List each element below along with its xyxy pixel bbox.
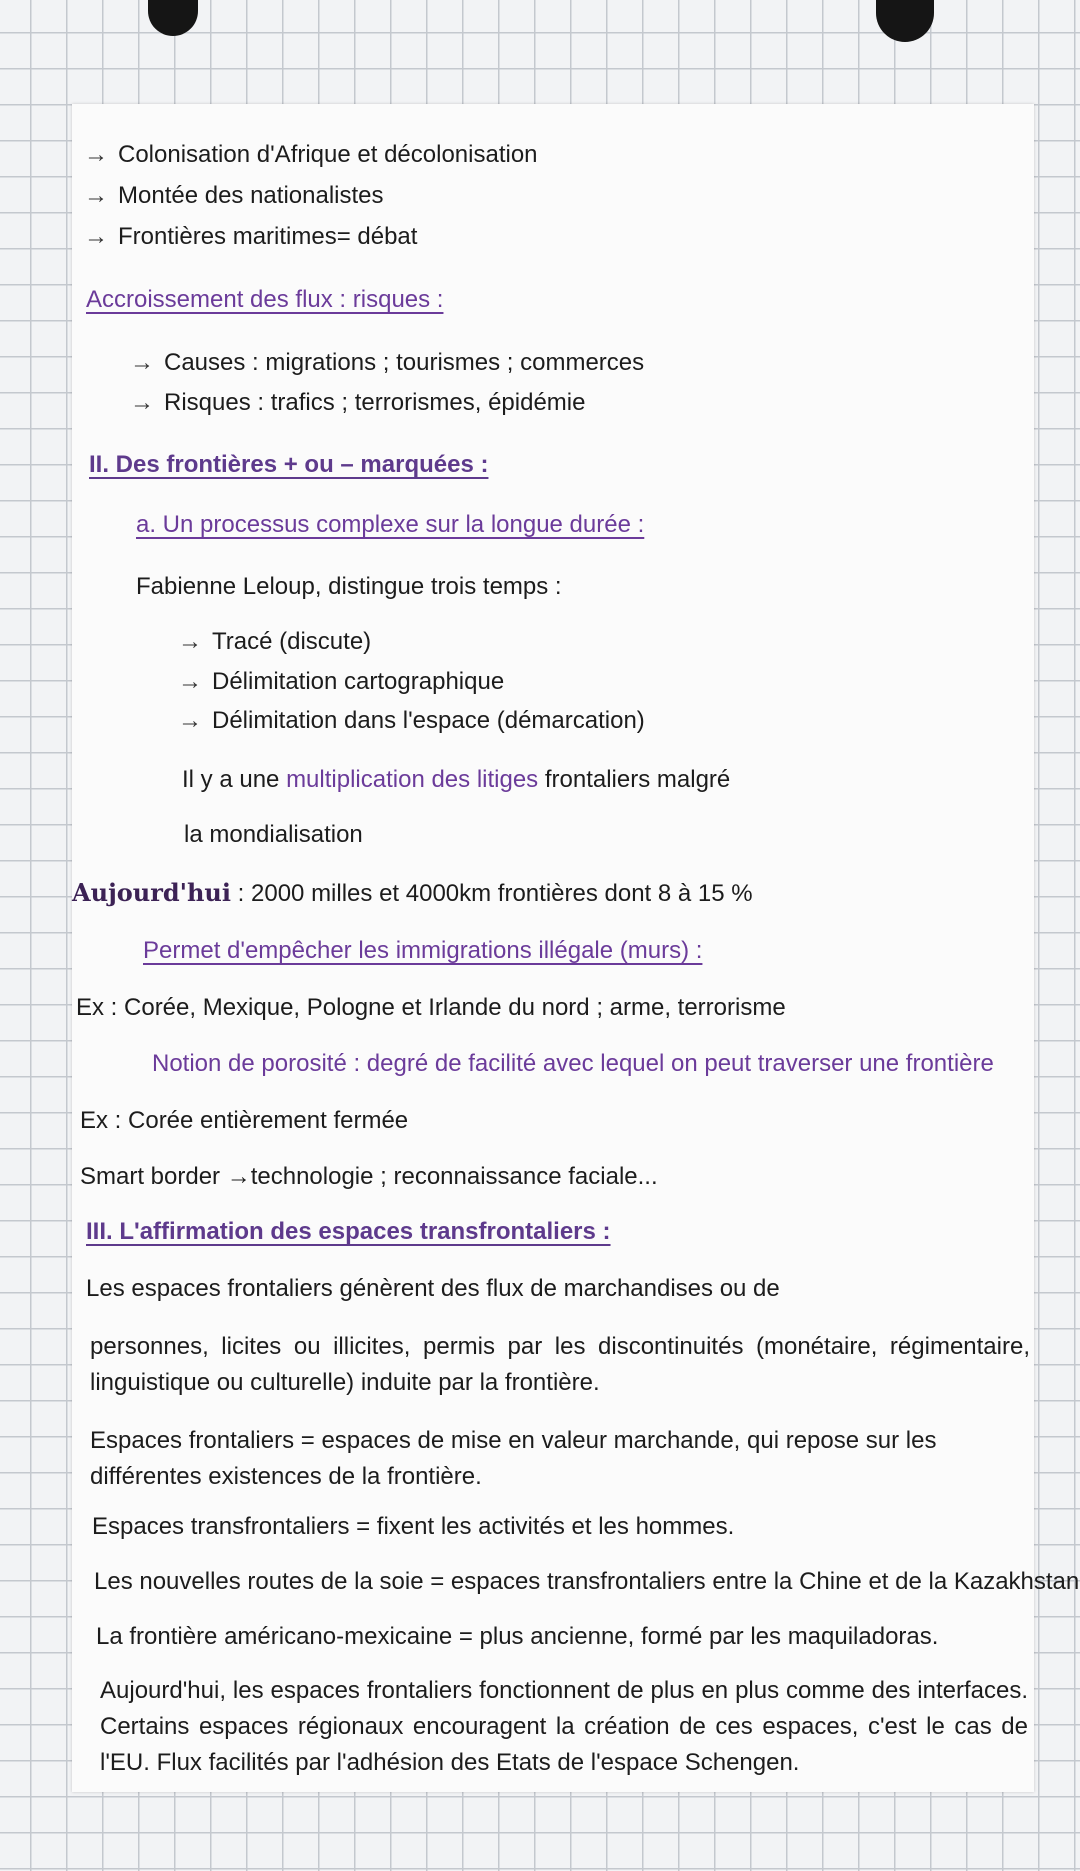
right-arrow-icon: → <box>178 628 202 655</box>
litiges-highlight: multiplication des litiges <box>286 766 539 793</box>
litiges-line-2: la mondialisation <box>184 821 363 848</box>
aujourdhui-label: Aujourd'hui <box>72 878 231 907</box>
aujourdhui-line: Aujourd'hui : 2000 milles et 4000km frontières dont 8 à 15 % <box>72 878 753 907</box>
binder-hole-left <box>148 0 198 36</box>
list-item: → Délimitation cartographique <box>178 668 505 695</box>
list-item: → Colonisation d'Afrique et décolonisation <box>84 141 538 168</box>
right-arrow-icon: → <box>130 349 154 376</box>
paragraph: Les nouvelles routes de la soie = espaces transfrontaliers entre la Chine et de la Kazakhstan <box>94 1568 1080 1595</box>
paragraph: Espaces frontaliers = espaces de mise en valeur marchande, qui repose sur les différentes existences de la frontière. <box>90 1427 937 1490</box>
list-item: → Délimitation dans l'espace (démarcation) <box>178 707 645 734</box>
list-item: → Risques : trafics ; terrorismes, épidémie <box>130 389 586 416</box>
permet-heading: Permet d'empêcher les immigrations illégale (murs) : <box>143 937 703 964</box>
example-line: Ex : Corée, Mexique, Pologne et Irlande du nord ; arme, terrorisme <box>76 994 786 1021</box>
porosite-definition: Notion de porosité : degré de facilité avec lequel on peut traverser une frontière <box>152 1050 994 1077</box>
right-arrow-icon: → <box>130 389 154 416</box>
right-arrow-icon: → <box>84 223 108 250</box>
heading-flux: Accroissement des flux : risques : <box>86 286 444 313</box>
paragraph: La frontière américano-mexicaine = plus ancienne, formé par les maquiladoras. <box>96 1623 939 1650</box>
section-2-title: II. Des frontières + ou – marquées : <box>89 451 489 478</box>
paragraph: personnes, licites ou illicites, permis par les discontinuités (monétaire, régimentaire, linguistique ou culturelle) induite par la frontière. <box>90 1333 1030 1396</box>
list-item: → Causes : migrations ; tourismes ; commerces <box>130 349 645 376</box>
leloup-intro: Fabienne Leloup, distingue trois temps : <box>136 573 562 600</box>
right-arrow-icon: → <box>178 707 202 734</box>
smart-border-line: Smart border →technologie ; reconnaissance faciale... <box>80 1163 658 1190</box>
example-line: Ex : Corée entièrement fermée <box>80 1107 409 1134</box>
section-3-title: III. L'affirmation des espaces transfrontaliers : <box>86 1218 611 1245</box>
list-item: → Tracé (discute) <box>178 628 372 655</box>
paragraph: Espaces transfrontaliers = fixent les activités et les hommes. <box>92 1513 735 1540</box>
binder-hole-right <box>876 0 934 42</box>
right-arrow-icon: → <box>84 141 108 168</box>
list-item: → Frontières maritimes= débat <box>84 223 418 250</box>
paragraph: Les espaces frontaliers génèrent des flux de marchandises ou de <box>86 1275 780 1302</box>
right-arrow-icon: → <box>178 668 202 695</box>
right-arrow-icon: → <box>84 182 108 209</box>
subsection-a-title: a. Un processus complexe sur la longue durée : <box>136 511 645 538</box>
list-item: → Montée des nationalistes <box>84 182 384 209</box>
paragraph: Aujourd'hui, les espaces frontaliers fonctionnent de plus en plus comme des interfaces. Certains espaces régionaux encouragent la création de ces espaces, c'est le cas de l'EU. Flux facilités par l'adhésion des Etats de l'espace Schengen. <box>100 1677 1028 1776</box>
litiges-line: Il y a une multiplication des litiges frontaliers malgré <box>182 766 731 793</box>
